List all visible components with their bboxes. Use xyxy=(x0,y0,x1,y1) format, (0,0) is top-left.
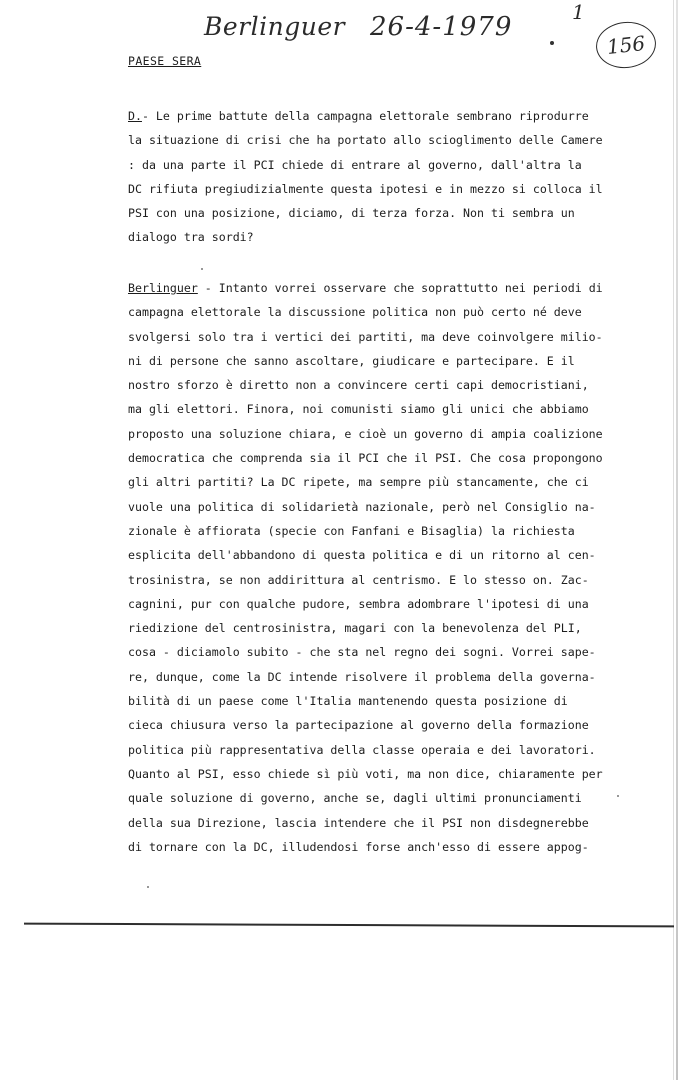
ink-speck xyxy=(617,795,619,797)
question-line: dialogo tra sordi? xyxy=(128,230,254,245)
masthead: PAESE SERA xyxy=(128,54,202,68)
answer-line: cagnini, pur con qualche pudore, sembra adombrare l'ipotesi di una xyxy=(128,596,589,611)
paper-edge-shadow xyxy=(673,0,674,1080)
answer-line: campagna elettorale la discussione politica non può certo né deve xyxy=(128,305,582,320)
answer-line: politica più rappresentativa della classe operaia e dei lavoratori. xyxy=(128,742,596,757)
answer-line: cosa - diciamolo subito - che sta nel regno dei sogni. Vorrei sape- xyxy=(128,645,596,660)
question-label: D. xyxy=(128,109,142,123)
ink-dot xyxy=(550,41,554,45)
answer-line: quale soluzione di governo, anche se, dagli ultimi pronunciamenti xyxy=(128,791,582,806)
answer-line: trosinistra, se non addirittura al centrismo. E lo stesso on. Zac- xyxy=(128,572,589,587)
answer-speaker: Berlinguer xyxy=(128,281,198,295)
paper-edge xyxy=(676,0,678,1080)
answer-paragraph xyxy=(128,276,608,859)
answer-line: di tornare con la DC, illudendosi forse anch'esso di essere appog- xyxy=(128,839,589,854)
answer-line: gli altri partiti? La DC ripete, ma sempre più stancamente, che ci xyxy=(128,475,589,490)
archive-number-text: 156 xyxy=(605,31,647,59)
ink-speck xyxy=(147,886,149,888)
answer-line: democratica che comprenda sia il PCI che il PSI. Che cosa propongono xyxy=(128,451,603,466)
answer-line-text: - Intanto vorrei osservare che soprattutto nei periodi di xyxy=(197,281,603,295)
question-line: la situazione di crisi che ha portato allo scioglimento delle Camere xyxy=(128,133,603,148)
answer-line: ni di persone che sanno ascoltare, giudicare e partecipare. E il xyxy=(128,353,575,368)
answer-line: nostro sforzo è diretto non a convincere certi capi democristiani, xyxy=(128,378,589,393)
answer-line: re, dunque, come la DC intende risolvere il problema della governa- xyxy=(128,669,596,684)
ink-speck xyxy=(201,268,203,270)
answer-line: esplicita dell'abbandono di questa politica e di un ritorno al cen- xyxy=(128,548,596,563)
question-line: DC rifiuta pregiudizialmente questa ipotesi e in mezzo si colloca il xyxy=(128,181,603,196)
answer-line: proposto una soluzione chiara, e cioè un governo di ampia coalizione xyxy=(128,426,603,441)
answer-line: zionale è affiorata (specie con Fanfani e Bisaglia) la richiesta xyxy=(128,523,575,538)
handwritten-date: 26-4-1979 xyxy=(370,12,513,42)
answer-line: della sua Direzione, lascia intendere che il PSI non disdegnerebbe xyxy=(128,815,589,830)
answer-line xyxy=(128,276,608,300)
question-paragraph xyxy=(128,104,608,250)
handwritten-page-number: 1 xyxy=(572,0,585,24)
answer-line: svolgersi solo tra i vertici dei partiti, ma deve coinvolgere milio- xyxy=(128,329,603,344)
answer-line: cieca chiusura verso la partecipazione al governo della formazione xyxy=(128,718,589,733)
question-line: : da una parte il PCI chiede di entrare al governo, dall'altra la xyxy=(128,157,582,172)
circled-archive-number xyxy=(594,19,658,71)
question-line-text: - Le prime battute della campagna elettorale sembrano riprodurre xyxy=(141,109,589,123)
footer-rule xyxy=(24,923,674,928)
answer-line: Quanto al PSI, esso chiede sì più voti, ma non dice, chiaramente per xyxy=(128,766,603,781)
answer-line: bilità di un paese come l'Italia mantenendo questa posizione di xyxy=(128,694,568,709)
answer-line: ma gli elettori. Finora, noi comunisti siamo gli unici che abbiamo xyxy=(128,402,589,417)
answer-line: vuole una politica di solidarietà nazionale, però nel Consiglio na- xyxy=(128,499,596,514)
question-line: PSI con una posizione, diciamo, di terza forza. Non ti sembra un xyxy=(128,206,575,221)
handwritten-name: Berlinguer xyxy=(204,12,346,41)
question-line xyxy=(128,104,608,128)
answer-line: riedizione del centrosinistra, magari con la benevolenza del PLI, xyxy=(128,621,582,636)
